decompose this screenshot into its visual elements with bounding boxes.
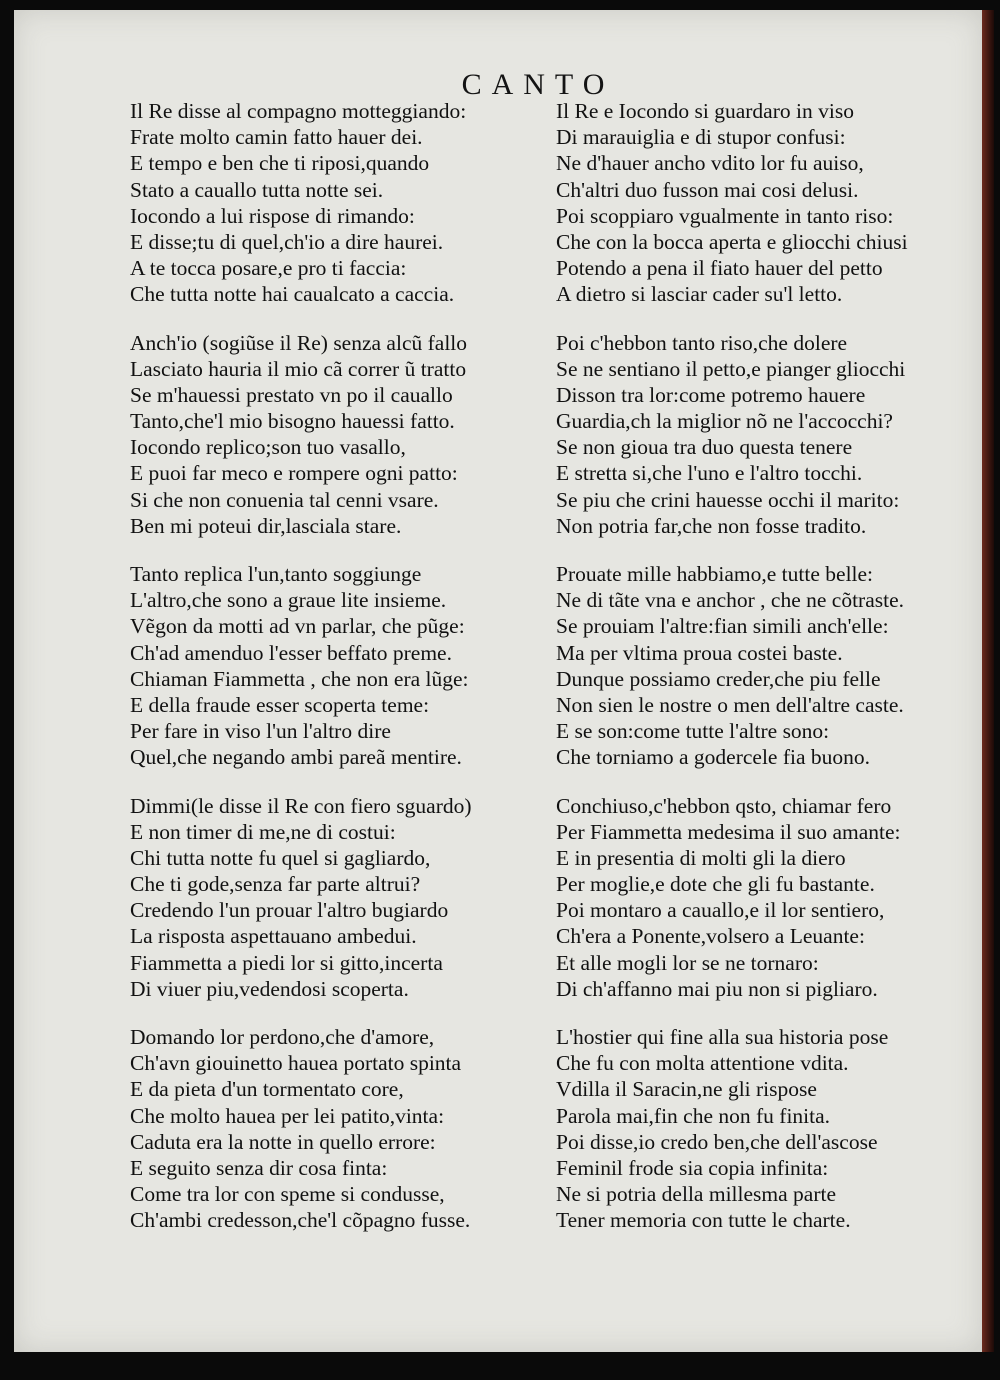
verse-line: Domando lor perdono,che d'amore,	[130, 1025, 435, 1049]
verse-line: E non timer di me,ne di costui:	[130, 819, 396, 844]
right-column	[556, 98, 986, 1234]
verse-line: Se piu che crini hauesse occhi il marito:	[556, 487, 900, 512]
verse-line: Ma per vltima proua costei baste.	[556, 640, 843, 665]
verse-line: Tener memoria con tutte le charte.	[556, 1208, 851, 1233]
verse-line: Se prouiam l'altre:fian simili anch'elle:	[556, 614, 889, 639]
verse-line: Di marauiglia e di stupor confusi:	[556, 125, 846, 150]
verse-line: Che fu con molta attentione vdita.	[556, 1051, 849, 1076]
verse-line: L'altro,che sono a graue lite insieme.	[130, 588, 447, 613]
verse-line: Poi scoppiaro vgualmente in tanto riso:	[556, 203, 894, 228]
verse-line: Di ch'affanno mai piu non si pigliaro.	[556, 976, 878, 1001]
verse-line: Lasciato hauria il mio cã correr ũ tratto	[130, 356, 467, 381]
verse-line: Parola mai,fin che non fu finita.	[556, 1103, 831, 1128]
verse-line: Ne si potria della millesma parte	[556, 1182, 837, 1207]
verse-line: Frate molto camin fatto hauer dei.	[130, 125, 423, 150]
verse-line: Che ti gode,senza far parte altrui?	[130, 872, 421, 897]
verse-line: A te tocca posare,e pro ti faccia:	[130, 256, 407, 281]
left-column	[130, 98, 560, 1234]
verse-line: Ch'avn giouinetto hauea portato spinta	[130, 1051, 462, 1076]
verse-line: Che tutta notte hai caualcato a caccia.	[130, 282, 455, 307]
verse-line: Tanto replica l'un,tanto soggiunge	[130, 562, 422, 586]
verse-line: Il Re disse al compagno motteggiando:	[130, 99, 467, 123]
stanza	[556, 793, 986, 1003]
verse-line: Vdilla il Saracin,ne gli rispose	[556, 1077, 817, 1102]
verse-line: Vẽgon da motti ad vn parlar, che pũge:	[130, 614, 465, 639]
verse-line: E tempo e ben che ti riposi,quando	[130, 151, 430, 176]
verse-line: Feminil frode sia copia infinita:	[556, 1155, 829, 1180]
verse-line: Poi montaro a cauallo,e il lor sentiero,	[556, 898, 885, 923]
verse-line: Se ne sentiano il petto,e pianger gliocchi	[556, 356, 906, 381]
verse-line: Iocondo a lui rispose di rimando:	[130, 203, 415, 228]
verse-line: Ch'era a Ponente,volsero a Leuante:	[556, 924, 865, 949]
verse-line: Si che non conuenia tal cenni vsare.	[130, 487, 439, 512]
running-header: CANTO	[461, 68, 615, 101]
stanza	[130, 561, 560, 771]
verse-line: Credendo l'un prouar l'altro bugiardo	[130, 898, 449, 923]
verse-line: Non potria far,che non fosse tradito.	[556, 513, 867, 538]
stanza	[556, 561, 986, 771]
verse-line: La risposta aspettauano ambedui.	[130, 924, 417, 949]
verse-line: E se son:come tutte l'altre sono:	[556, 719, 830, 744]
verse-line: E in presentia di molti gli la diero	[556, 845, 846, 870]
verse-line: Potendo a pena il fiato hauer del petto	[556, 256, 883, 281]
verse-line: Iocondo replico;son tuo vasallo,	[130, 435, 406, 460]
verse-line: Per fare in viso l'un l'altro dire	[130, 719, 391, 744]
verse-line: Poi c'hebbon tanto riso,che dolere	[556, 330, 848, 355]
verse-line: Disson tra lor:come potremo hauere	[556, 382, 866, 407]
verse-line: Dimmi(le disse il Re con fiero sguardo)	[130, 793, 472, 818]
stanza	[130, 98, 560, 308]
verse-line: A dietro si lasciar cader su'l letto.	[556, 282, 843, 307]
verse-line: E seguito senza dir cosa finta:	[130, 1155, 388, 1180]
verse-line: E della fraude esser scoperta teme:	[130, 692, 430, 717]
stanza	[130, 330, 560, 540]
verse-line: Chi tutta notte fu quel si gagliardo,	[130, 845, 431, 870]
verse-line: Se m'hauessi prestato vn po il cauallo	[130, 382, 453, 407]
stanza	[556, 98, 986, 308]
verse-line: E da pieta d'un tormentato core,	[130, 1077, 404, 1102]
verse-line: Poi disse,io credo ben,che dell'ascose	[556, 1129, 878, 1154]
verse-line: Il Re e Iocondo si guardaro in viso	[556, 99, 854, 123]
verse-line: Che con la bocca aperta e gliocchi chiusi	[556, 229, 908, 254]
verse-line: E puoi far meco e rompere ogni patto:	[130, 461, 458, 486]
verse-line: Ne d'hauer ancho vdito lor fu auiso,	[556, 151, 864, 176]
stanza	[556, 1024, 986, 1234]
verse-line: Per moglie,e dote che gli fu bastante.	[556, 872, 875, 897]
verse-line: Non sien le nostre o men dell'altre caste.	[556, 692, 904, 717]
verse-line: Fiammetta a piedi lor si gitto,incerta	[130, 950, 443, 975]
verse-line: Tanto,che'l mio bisogno hauessi fatto.	[130, 409, 455, 434]
verse-line: Ch'ambi credesson,che'l cõpagno fusse.	[130, 1208, 471, 1233]
book-page	[14, 10, 982, 1352]
verse-line: Dunque possiamo creder,che piu felle	[556, 666, 881, 691]
verse-line: E disse;tu di quel,ch'io a dire haurei.	[130, 229, 444, 254]
verse-line: Come tra lor con speme si condusse,	[130, 1182, 445, 1207]
verse-line: Guardia,ch la miglior nõ ne l'accocchi?	[556, 409, 893, 434]
verse-line: Ne di tãte vna e anchor , che ne cõtraste.	[556, 588, 905, 613]
verse-line: Per Fiammetta medesima il suo amante:	[556, 819, 901, 844]
verse-line: Ch'altri duo fusson mai cosi delusi.	[556, 177, 859, 202]
verse-line: Ben mi poteui dir,lasciala stare.	[130, 513, 402, 538]
stanza	[556, 330, 986, 540]
verse-line: Conchiuso,c'hebbon qsto, chiamar fero	[556, 793, 892, 818]
verse-line: Ch'ad amenduo l'esser beffato preme.	[130, 640, 452, 665]
verse-line: Quel,che negando ambi pareã mentire.	[130, 745, 462, 770]
verse-line: E stretta si,che l'uno e l'altro tocchi.	[556, 461, 863, 486]
stanza	[130, 793, 560, 1003]
verse-line: Stato a cauallo tutta notte sei.	[130, 177, 384, 202]
verse-line: L'hostier qui fine alla sua historia pose	[556, 1025, 889, 1049]
verse-line: Che torniamo a godercele fia buono.	[556, 745, 871, 770]
verse-line: Caduta era la notte in quello errore:	[130, 1129, 436, 1154]
verse-line: Che molto hauea per lei patito,vinta:	[130, 1103, 445, 1128]
verse-line: Anch'io (sogiũse il Re) senza alcũ fallo	[130, 330, 468, 355]
verse-line: Di viuer piu,vedendosi scoperta.	[130, 976, 409, 1001]
verse-line: Et alle mogli lor se ne tornaro:	[556, 950, 819, 975]
verse-line: Prouate mille habbiamo,e tutte belle:	[556, 562, 874, 586]
stanza	[130, 1024, 560, 1234]
binding-edge	[982, 10, 994, 1352]
verse-line: Chiaman Fiammetta , che non era lũge:	[130, 666, 469, 691]
verse-line: Se non gioua tra duo questa tenere	[556, 435, 853, 460]
